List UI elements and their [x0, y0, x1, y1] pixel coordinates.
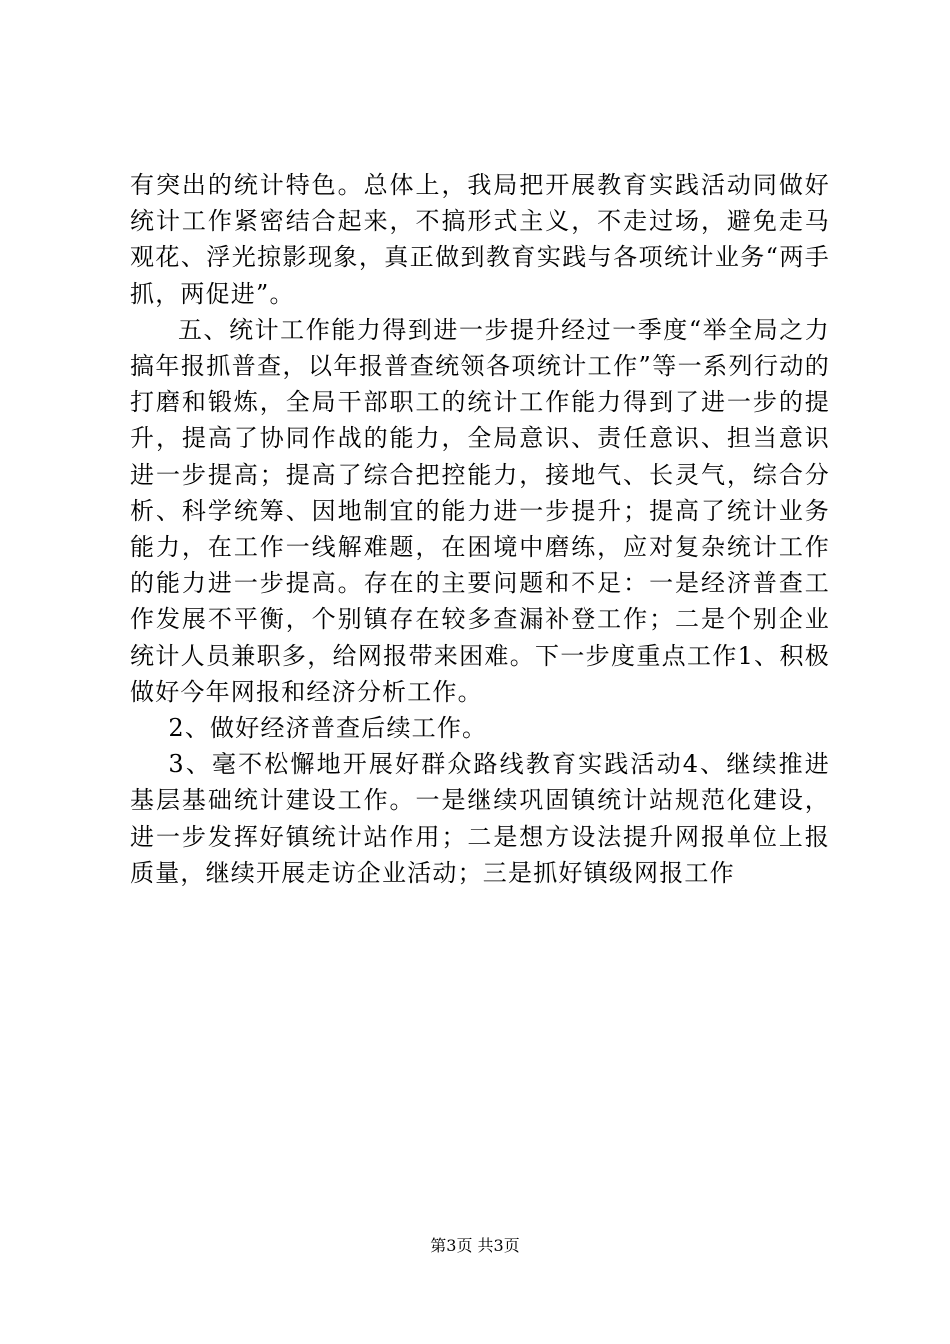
document-body — [130, 167, 830, 891]
page-number-footer: 第3页 共3页 — [430, 1236, 520, 1255]
paragraph-item-two: 2、做好经济普查后续工作。 — [168, 714, 488, 743]
paragraph-section-five: 五、统计工作能力得到进一步提升经过一季度“举全局之力搞年报抓普查，以年报普查统领各项统计工作”等一系列行动的打磨和锻炼，全局干部职工的统计工作能力得到了进一步的提升，提高了协同作战的能力，全局意识、责任意识、担当意识进一步提高；提高了综合把控能力，接地气、长灵气，综合分析、科学统筹、因地制宜的能力进一步提升；提高了统计业务能力，在工作一线解难题，在困境中磨练，应对复杂统计工作的能力进一步提高。存在的主要问题和不足：一是经济普查工作发展不平衡，个别镇存在较多查漏补登工作；二是个别企业统计人员兼职多，给网报带来困难。下一步度重点工作1、积极做好今年网报和经济分析工作。 — [130, 315, 830, 706]
paragraph-item-three-four: 3、毫不松懈地开展好群众路线教育实践活动4、继续推进基层基础统计建设工作。一是继续巩固镇统计站规范化建设，进一步发挥好镇统计站作用；二是想方设法提升网报单位上报质量，继续开展走访企业活动；三是抓好镇级网报工作 — [130, 750, 830, 887]
paragraph-continuation: 有突出的统计特色。总体上，我局把开展教育实践活动同做好统计工作紧密结合起来，不搞形式主义，不走过场，避免走马观花、浮光掠影现象，真正做到教育实践与各项统计业务“两手抓，两促进”。 — [130, 171, 830, 308]
